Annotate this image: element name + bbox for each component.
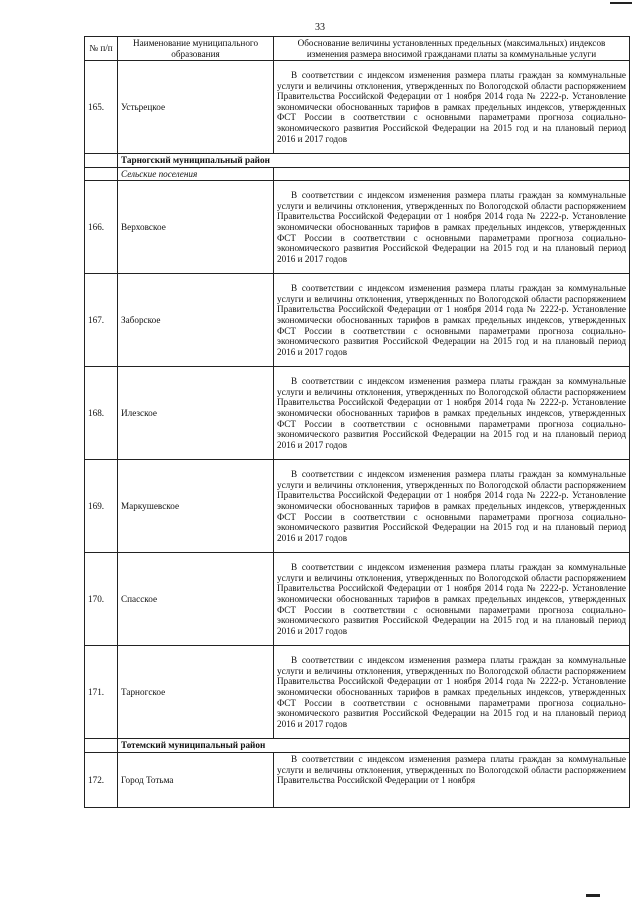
subhead-row (85, 167, 630, 181)
table-row (85, 646, 630, 739)
row-justification: В соответствии с индексом изменения размера платы граждан за коммунальные услуги и величины отклонения, утвержденных по Вологодской области распоряжением Правительства Российской Федерации от 1 ноября (274, 752, 630, 807)
scan-mark-top (610, 2, 632, 4)
row-number: 170. (85, 553, 118, 646)
row-municipality: Устьрецкое (118, 61, 274, 154)
table-header-row (85, 37, 630, 61)
row-justification: В соответствии с индексом изменения размера платы граждан за коммунальные услуги и величины отклонения, утвержденных по Вологодской области распоряжением Правительства Российской Федерации от 1 ноября 2014 года № 2222-р. Установление экономически обоснованных тарифов в рамках предельных индексов, утвержденных ФСТ России в соответствии с основными параметрами прогноза социально-экономического развития Российской Федерации на 2015 год и на плановый период 2016 и 2017 годов (274, 61, 630, 154)
rows-section-a (85, 61, 630, 154)
header-municipality: Наименование муниципального образования (118, 37, 274, 61)
row-municipality: Маркушевское (118, 460, 274, 553)
subhead-empty-cell (85, 167, 118, 181)
row-justification: В соответствии с индексом изменения размера платы граждан за коммунальные услуги и величины отклонения, утвержденных по Вологодской области распоряжением Правительства Российской Федерации от 1 ноября 2014 года № 2222-р. Установление экономически обоснованных тарифов в рамках предельных индексов, утвержденных ФСТ России в соответствии с основными параметрами прогноза социально-экономического развития Российской Федерации на 2015 год и на плановый период 2016 и 2017 годов (274, 460, 630, 553)
row-justification: В соответствии с индексом изменения размера платы граждан за коммунальные услуги и величины отклонения, утвержденных по Вологодской области распоряжением Правительства Российской Федерации от 1 ноября 2014 года № 2222-р. Установление экономически обоснованных тарифов в рамках предельных индексов, утвержденных ФСТ России в соответствии с основными параметрами прогноза социально-экономического развития Российской Федерации на 2015 год и на плановый период 2016 и 2017 годов (274, 367, 630, 460)
table-row (85, 752, 630, 807)
row-number: 172. (85, 752, 118, 807)
subhead-title: Сельские поселения (118, 167, 274, 181)
table-row (85, 460, 630, 553)
row-justification: В соответствии с индексом изменения размера платы граждан за коммунальные услуги и величины отклонения, утвержденных по Вологодской области распоряжением Правительства Российской Федерации от 1 ноября 2014 года № 2222-р. Установление экономически обоснованных тарифов в рамках предельных индексов, утвержденных ФСТ России в соответствии с основными параметрами прогноза социально-экономического развития Российской Федерации на 2015 год и на плановый период 2016 и 2017 годов (274, 646, 630, 739)
table-row (85, 553, 630, 646)
district-empty-cell (85, 154, 118, 168)
district-row (85, 154, 630, 168)
row-number: 171. (85, 646, 118, 739)
district-title: Тарногский муниципальный район (118, 154, 630, 168)
row-municipality: Спасское (118, 553, 274, 646)
district-empty-cell (85, 739, 118, 753)
header-number: № п/п (85, 37, 118, 61)
table-row (85, 181, 630, 274)
district-tarnoga-section (85, 154, 630, 181)
row-municipality: Илезское (118, 367, 274, 460)
district-title: Тотемский муниципальный район (118, 739, 630, 753)
table-row (85, 61, 630, 154)
row-municipality: Заборское (118, 274, 274, 367)
row-number: 165. (85, 61, 118, 154)
row-justification: В соответствии с индексом изменения размера платы граждан за коммунальные услуги и величины отклонения, утвержденных по Вологодской области распоряжением Правительства Российской Федерации от 1 ноября 2014 года № 2222-р. Установление экономически обоснованных тарифов в рамках предельных индексов, утвержденных ФСТ России в соответствии с основными параметрами прогноза социально-экономического развития Российской Федерации на 2015 год и на плановый период 2016 и 2017 годов (274, 274, 630, 367)
row-justification: В соответствии с индексом изменения размера платы граждан за коммунальные услуги и величины отклонения, утвержденных по Вологодской области распоряжением Правительства Российской Федерации от 1 ноября 2014 года № 2222-р. Установление экономически обоснованных тарифов в рамках предельных индексов, утвержденных ФСТ России в соответствии с основными параметрами прогноза социально-экономического развития Российской Федерации на 2015 год и на плановый период 2016 и 2017 годов (274, 181, 630, 274)
scan-mark-bottom (586, 894, 600, 897)
row-municipality: Тарногское (118, 646, 274, 739)
table-row (85, 367, 630, 460)
subhead-empty-text-cell (274, 167, 630, 181)
table-row (85, 274, 630, 367)
row-justification: В соответствии с индексом изменения размера платы граждан за коммунальные услуги и величины отклонения, утвержденных по Вологодской области распоряжением Правительства Российской Федерации от 1 ноября 2014 года № 2222-р. Установление экономически обоснованных тарифов в рамках предельных индексов, утвержденных ФСТ России в соответствии с основными параметрами прогноза социально-экономического развития Российской Федерации на 2015 год и на плановый период 2016 и 2017 годов (274, 553, 630, 646)
row-number: 169. (85, 460, 118, 553)
row-number: 166. (85, 181, 118, 274)
district-row (85, 739, 630, 753)
row-municipality: Город Тотьма (118, 752, 274, 807)
page-number: 33 (315, 22, 325, 33)
row-number: 167. (85, 274, 118, 367)
header-justification: Обоснование величины установленных предельных (максимальных) индексов изменения размера вносимой гражданами платы за коммунальные услуги (274, 37, 630, 61)
row-number: 168. (85, 367, 118, 460)
justification-table (84, 36, 630, 808)
row-municipality: Верховское (118, 181, 274, 274)
rows-section-b (85, 181, 630, 739)
district-totma-section (85, 739, 630, 808)
